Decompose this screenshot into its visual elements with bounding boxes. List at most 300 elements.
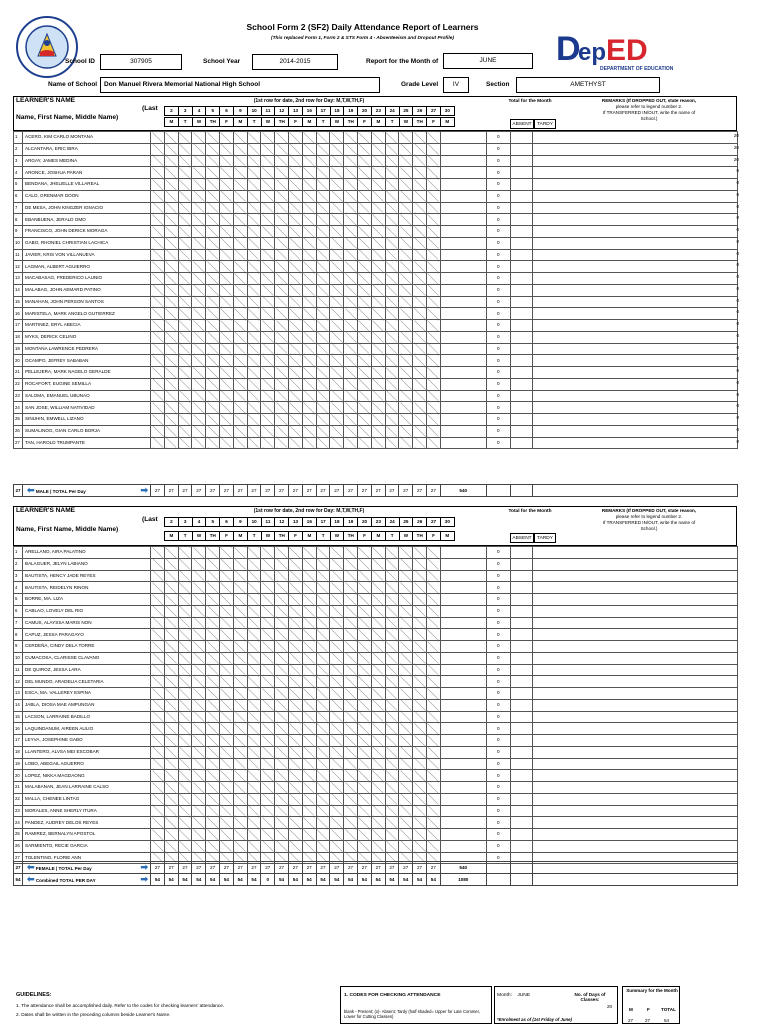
- attendance-cell[interactable]: [247, 782, 261, 794]
- attendance-cell[interactable]: [261, 190, 275, 202]
- attendance-cell[interactable]: [288, 617, 302, 629]
- attendance-cell[interactable]: [233, 320, 247, 332]
- attendance-cell[interactable]: [344, 402, 358, 414]
- attendance-cell[interactable]: [426, 273, 440, 285]
- attendance-cell[interactable]: [385, 746, 399, 758]
- attendance-cell[interactable]: [275, 308, 289, 320]
- attendance-cell[interactable]: [371, 261, 385, 273]
- attendance-cell[interactable]: [288, 782, 302, 794]
- attendance-cell[interactable]: [413, 735, 427, 747]
- attendance-cell[interactable]: [233, 273, 247, 285]
- attendance-cell[interactable]: [344, 284, 358, 296]
- attendance-cell[interactable]: [371, 829, 385, 841]
- attendance-cell[interactable]: [206, 308, 220, 320]
- attendance-cell[interactable]: [357, 132, 371, 144]
- attendance-cell[interactable]: [357, 617, 371, 629]
- attendance-cell[interactable]: [233, 296, 247, 308]
- remarks-cell[interactable]: [532, 167, 737, 179]
- attendance-cell[interactable]: [385, 390, 399, 402]
- attendance-cell[interactable]: [206, 547, 220, 559]
- attendance-cell[interactable]: [219, 570, 233, 582]
- attendance-cell[interactable]: [247, 425, 261, 437]
- attendance-cell[interactable]: [413, 770, 427, 782]
- remarks-cell[interactable]: [532, 343, 737, 355]
- attendance-cell[interactable]: [151, 343, 165, 355]
- attendance-cell[interactable]: [164, 629, 178, 641]
- attendance-cell[interactable]: [316, 437, 330, 449]
- attendance-cell[interactable]: [206, 343, 220, 355]
- attendance-cell[interactable]: [247, 367, 261, 379]
- attendance-cell[interactable]: [426, 237, 440, 249]
- attendance-cell[interactable]: [288, 320, 302, 332]
- attendance-cell[interactable]: [192, 155, 206, 167]
- attendance-cell[interactable]: [219, 425, 233, 437]
- attendance-cell[interactable]: [371, 331, 385, 343]
- attendance-cell[interactable]: [426, 320, 440, 332]
- attendance-cell[interactable]: [399, 308, 413, 320]
- attendance-cell[interactable]: [206, 167, 220, 179]
- attendance-cell[interactable]: [261, 331, 275, 343]
- attendance-cell[interactable]: [151, 226, 165, 238]
- attendance-cell[interactable]: [399, 378, 413, 390]
- attendance-cell[interactable]: [316, 817, 330, 829]
- attendance-cell[interactable]: [413, 284, 427, 296]
- attendance-cell[interactable]: [275, 402, 289, 414]
- attendance-cell[interactable]: [275, 226, 289, 238]
- attendance-cell[interactable]: [233, 723, 247, 735]
- remarks-cell[interactable]: [532, 688, 737, 700]
- attendance-cell[interactable]: [426, 296, 440, 308]
- attendance-cell[interactable]: [399, 676, 413, 688]
- attendance-cell[interactable]: [330, 594, 344, 606]
- attendance-cell[interactable]: [261, 711, 275, 723]
- attendance-cell[interactable]: [371, 629, 385, 641]
- attendance-cell[interactable]: [288, 226, 302, 238]
- attendance-cell[interactable]: [330, 226, 344, 238]
- attendance-cell[interactable]: [330, 770, 344, 782]
- attendance-cell[interactable]: [151, 414, 165, 426]
- attendance-cell[interactable]: [344, 414, 358, 426]
- attendance-cell[interactable]: [192, 652, 206, 664]
- attendance-cell[interactable]: [247, 758, 261, 770]
- attendance-cell[interactable]: [302, 425, 316, 437]
- attendance-cell[interactable]: [164, 284, 178, 296]
- attendance-cell[interactable]: [357, 261, 371, 273]
- attendance-cell[interactable]: [316, 320, 330, 332]
- attendance-cell[interactable]: [330, 547, 344, 559]
- attendance-cell[interactable]: [288, 652, 302, 664]
- attendance-cell[interactable]: [178, 355, 192, 367]
- remarks-cell[interactable]: [532, 390, 737, 402]
- attendance-cell[interactable]: [385, 735, 399, 747]
- attendance-cell[interactable]: [385, 805, 399, 817]
- attendance-cell[interactable]: [247, 308, 261, 320]
- attendance-cell[interactable]: [206, 390, 220, 402]
- attendance-cell[interactable]: [316, 829, 330, 841]
- attendance-cell[interactable]: [261, 355, 275, 367]
- attendance-cell[interactable]: [233, 202, 247, 214]
- attendance-cell[interactable]: [164, 817, 178, 829]
- remarks-cell[interactable]: [532, 641, 737, 653]
- attendance-cell[interactable]: [302, 594, 316, 606]
- attendance-cell[interactable]: [178, 425, 192, 437]
- attendance-cell[interactable]: [302, 793, 316, 805]
- attendance-cell[interactable]: [151, 723, 165, 735]
- attendance-cell[interactable]: [206, 284, 220, 296]
- attendance-cell[interactable]: [302, 805, 316, 817]
- attendance-cell[interactable]: [247, 547, 261, 559]
- attendance-cell[interactable]: [219, 261, 233, 273]
- attendance-cell[interactable]: [206, 770, 220, 782]
- attendance-cell[interactable]: [178, 167, 192, 179]
- attendance-cell[interactable]: [261, 143, 275, 155]
- attendance-cell[interactable]: [399, 594, 413, 606]
- attendance-cell[interactable]: [344, 676, 358, 688]
- attendance-cell[interactable]: [302, 547, 316, 559]
- attendance-cell[interactable]: [247, 629, 261, 641]
- attendance-cell[interactable]: [316, 629, 330, 641]
- attendance-cell[interactable]: [233, 331, 247, 343]
- attendance-cell[interactable]: [151, 782, 165, 794]
- attendance-cell[interactable]: [178, 746, 192, 758]
- attendance-cell[interactable]: [385, 617, 399, 629]
- attendance-cell[interactable]: [302, 284, 316, 296]
- attendance-cell[interactable]: [357, 829, 371, 841]
- attendance-cell[interactable]: [330, 343, 344, 355]
- attendance-cell[interactable]: [371, 758, 385, 770]
- attendance-cell[interactable]: [288, 582, 302, 594]
- attendance-cell[interactable]: [316, 202, 330, 214]
- attendance-cell[interactable]: [233, 805, 247, 817]
- attendance-cell[interactable]: [275, 367, 289, 379]
- attendance-cell[interactable]: [371, 190, 385, 202]
- attendance-cell[interactable]: [330, 817, 344, 829]
- attendance-cell[interactable]: [275, 414, 289, 426]
- attendance-cell[interactable]: [426, 414, 440, 426]
- attendance-cell[interactable]: [206, 758, 220, 770]
- attendance-cell[interactable]: [357, 190, 371, 202]
- attendance-cell[interactable]: [164, 746, 178, 758]
- attendance-cell[interactable]: [413, 746, 427, 758]
- attendance-cell[interactable]: [233, 390, 247, 402]
- attendance-cell[interactable]: [219, 378, 233, 390]
- attendance-cell[interactable]: [192, 782, 206, 794]
- attendance-cell[interactable]: [219, 746, 233, 758]
- attendance-cell[interactable]: [316, 699, 330, 711]
- attendance-cell[interactable]: [288, 805, 302, 817]
- attendance-cell[interactable]: [178, 676, 192, 688]
- attendance-cell[interactable]: [164, 735, 178, 747]
- attendance-cell[interactable]: [330, 676, 344, 688]
- attendance-cell[interactable]: [330, 652, 344, 664]
- attendance-cell[interactable]: [385, 570, 399, 582]
- attendance-cell[interactable]: [413, 237, 427, 249]
- attendance-cell[interactable]: [413, 296, 427, 308]
- attendance-cell[interactable]: [233, 793, 247, 805]
- attendance-cell[interactable]: [261, 582, 275, 594]
- attendance-cell[interactable]: [247, 237, 261, 249]
- attendance-cell[interactable]: [316, 343, 330, 355]
- attendance-cell[interactable]: [151, 770, 165, 782]
- attendance-cell[interactable]: [219, 641, 233, 653]
- remarks-cell[interactable]: [532, 570, 737, 582]
- attendance-cell[interactable]: [371, 782, 385, 794]
- attendance-cell[interactable]: [330, 711, 344, 723]
- attendance-cell[interactable]: [371, 414, 385, 426]
- attendance-cell[interactable]: [192, 840, 206, 852]
- attendance-cell[interactable]: [247, 132, 261, 144]
- attendance-cell[interactable]: [219, 594, 233, 606]
- attendance-cell[interactable]: [233, 143, 247, 155]
- attendance-cell[interactable]: [357, 273, 371, 285]
- attendance-cell[interactable]: [399, 355, 413, 367]
- remarks-cell[interactable]: [532, 284, 737, 296]
- attendance-cell[interactable]: [371, 320, 385, 332]
- attendance-cell[interactable]: [151, 699, 165, 711]
- remarks-cell[interactable]: [532, 273, 737, 285]
- attendance-cell[interactable]: [426, 547, 440, 559]
- attendance-cell[interactable]: [151, 629, 165, 641]
- attendance-cell[interactable]: [178, 390, 192, 402]
- attendance-cell[interactable]: [426, 402, 440, 414]
- attendance-cell[interactable]: [399, 582, 413, 594]
- attendance-cell[interactable]: [192, 570, 206, 582]
- attendance-cell[interactable]: [164, 402, 178, 414]
- attendance-cell[interactable]: [151, 355, 165, 367]
- attendance-cell[interactable]: [192, 367, 206, 379]
- attendance-cell[interactable]: [219, 331, 233, 343]
- attendance-cell[interactable]: [288, 249, 302, 261]
- attendance-cell[interactable]: [192, 711, 206, 723]
- attendance-cell[interactable]: [192, 331, 206, 343]
- attendance-cell[interactable]: [178, 782, 192, 794]
- attendance-cell[interactable]: [219, 688, 233, 700]
- attendance-cell[interactable]: [371, 355, 385, 367]
- attendance-cell[interactable]: [219, 273, 233, 285]
- attendance-cell[interactable]: [261, 367, 275, 379]
- attendance-cell[interactable]: [151, 273, 165, 285]
- attendance-cell[interactable]: [192, 296, 206, 308]
- attendance-cell[interactable]: [399, 214, 413, 226]
- attendance-cell[interactable]: [192, 558, 206, 570]
- attendance-cell[interactable]: [330, 414, 344, 426]
- attendance-cell[interactable]: [247, 711, 261, 723]
- attendance-cell[interactable]: [371, 296, 385, 308]
- attendance-cell[interactable]: [164, 594, 178, 606]
- remarks-cell[interactable]: [532, 699, 737, 711]
- attendance-cell[interactable]: [164, 296, 178, 308]
- attendance-cell[interactable]: [413, 605, 427, 617]
- attendance-cell[interactable]: [219, 617, 233, 629]
- attendance-cell[interactable]: [261, 629, 275, 641]
- attendance-cell[interactable]: [192, 179, 206, 191]
- attendance-cell[interactable]: [275, 558, 289, 570]
- attendance-cell[interactable]: [247, 273, 261, 285]
- attendance-cell[interactable]: [288, 688, 302, 700]
- attendance-cell[interactable]: [344, 132, 358, 144]
- attendance-cell[interactable]: [261, 237, 275, 249]
- attendance-cell[interactable]: [288, 132, 302, 144]
- attendance-cell[interactable]: [385, 179, 399, 191]
- attendance-cell[interactable]: [275, 723, 289, 735]
- attendance-cell[interactable]: [426, 582, 440, 594]
- attendance-cell[interactable]: [261, 284, 275, 296]
- attendance-cell[interactable]: [275, 143, 289, 155]
- attendance-cell[interactable]: [426, 132, 440, 144]
- attendance-cell[interactable]: [151, 758, 165, 770]
- attendance-cell[interactable]: [178, 664, 192, 676]
- attendance-cell[interactable]: [219, 629, 233, 641]
- attendance-cell[interactable]: [330, 402, 344, 414]
- attendance-cell[interactable]: [413, 699, 427, 711]
- attendance-cell[interactable]: [344, 746, 358, 758]
- attendance-cell[interactable]: [426, 594, 440, 606]
- attendance-cell[interactable]: [275, 570, 289, 582]
- attendance-cell[interactable]: [288, 793, 302, 805]
- attendance-cell[interactable]: [399, 249, 413, 261]
- attendance-cell[interactable]: [233, 676, 247, 688]
- attendance-cell[interactable]: [275, 817, 289, 829]
- remarks-cell[interactable]: [532, 367, 737, 379]
- attendance-cell[interactable]: [357, 699, 371, 711]
- attendance-cell[interactable]: [371, 817, 385, 829]
- attendance-cell[interactable]: [344, 226, 358, 238]
- attendance-cell[interactable]: [275, 355, 289, 367]
- attendance-cell[interactable]: [399, 226, 413, 238]
- attendance-cell[interactable]: [164, 582, 178, 594]
- attendance-cell[interactable]: [399, 746, 413, 758]
- attendance-cell[interactable]: [316, 840, 330, 852]
- attendance-cell[interactable]: [178, 437, 192, 449]
- attendance-cell[interactable]: [357, 202, 371, 214]
- attendance-cell[interactable]: [233, 414, 247, 426]
- attendance-cell[interactable]: [413, 390, 427, 402]
- attendance-cell[interactable]: [316, 688, 330, 700]
- attendance-cell[interactable]: [247, 605, 261, 617]
- attendance-cell[interactable]: [302, 664, 316, 676]
- attendance-cell[interactable]: [371, 237, 385, 249]
- attendance-cell[interactable]: [164, 570, 178, 582]
- attendance-cell[interactable]: [219, 805, 233, 817]
- attendance-cell[interactable]: [192, 202, 206, 214]
- attendance-cell[interactable]: [247, 190, 261, 202]
- attendance-cell[interactable]: [233, 179, 247, 191]
- attendance-cell[interactable]: [316, 296, 330, 308]
- attendance-cell[interactable]: [151, 308, 165, 320]
- attendance-cell[interactable]: [219, 711, 233, 723]
- attendance-cell[interactable]: [275, 711, 289, 723]
- remarks-cell[interactable]: [532, 237, 737, 249]
- attendance-cell[interactable]: [385, 770, 399, 782]
- attendance-cell[interactable]: [357, 558, 371, 570]
- attendance-cell[interactable]: [219, 437, 233, 449]
- remarks-cell[interactable]: [532, 402, 737, 414]
- attendance-cell[interactable]: [219, 676, 233, 688]
- attendance-cell[interactable]: [385, 793, 399, 805]
- attendance-cell[interactable]: [357, 331, 371, 343]
- remarks-cell[interactable]: [532, 582, 737, 594]
- attendance-cell[interactable]: [413, 226, 427, 238]
- attendance-cell[interactable]: [164, 179, 178, 191]
- attendance-cell[interactable]: [247, 746, 261, 758]
- attendance-cell[interactable]: [261, 605, 275, 617]
- attendance-cell[interactable]: [261, 805, 275, 817]
- attendance-cell[interactable]: [357, 688, 371, 700]
- attendance-cell[interactable]: [178, 770, 192, 782]
- attendance-cell[interactable]: [413, 179, 427, 191]
- attendance-cell[interactable]: [302, 390, 316, 402]
- attendance-cell[interactable]: [385, 261, 399, 273]
- attendance-cell[interactable]: [192, 308, 206, 320]
- attendance-cell[interactable]: [192, 629, 206, 641]
- attendance-cell[interactable]: [178, 378, 192, 390]
- attendance-cell[interactable]: [164, 688, 178, 700]
- attendance-cell[interactable]: [247, 402, 261, 414]
- attendance-cell[interactable]: [275, 132, 289, 144]
- attendance-cell[interactable]: [275, 155, 289, 167]
- attendance-cell[interactable]: [316, 425, 330, 437]
- attendance-cell[interactable]: [275, 641, 289, 653]
- attendance-cell[interactable]: [385, 817, 399, 829]
- attendance-cell[interactable]: [206, 829, 220, 841]
- attendance-cell[interactable]: [192, 273, 206, 285]
- attendance-cell[interactable]: [233, 558, 247, 570]
- attendance-cell[interactable]: [233, 711, 247, 723]
- attendance-cell[interactable]: [302, 735, 316, 747]
- attendance-cell[interactable]: [316, 190, 330, 202]
- attendance-cell[interactable]: [426, 641, 440, 653]
- attendance-cell[interactable]: [219, 167, 233, 179]
- remarks-cell[interactable]: [532, 617, 737, 629]
- attendance-cell[interactable]: [302, 782, 316, 794]
- attendance-cell[interactable]: [399, 558, 413, 570]
- attendance-cell[interactable]: [302, 711, 316, 723]
- attendance-cell[interactable]: [219, 237, 233, 249]
- attendance-cell[interactable]: [219, 367, 233, 379]
- attendance-cell[interactable]: [233, 437, 247, 449]
- attendance-cell[interactable]: [164, 390, 178, 402]
- attendance-cell[interactable]: [288, 676, 302, 688]
- attendance-cell[interactable]: [357, 629, 371, 641]
- attendance-cell[interactable]: [178, 605, 192, 617]
- attendance-cell[interactable]: [151, 829, 165, 841]
- remarks-cell[interactable]: [532, 676, 737, 688]
- attendance-cell[interactable]: [357, 664, 371, 676]
- attendance-cell[interactable]: [399, 723, 413, 735]
- attendance-cell[interactable]: [344, 202, 358, 214]
- attendance-cell[interactable]: [413, 782, 427, 794]
- attendance-cell[interactable]: [261, 817, 275, 829]
- attendance-cell[interactable]: [206, 320, 220, 332]
- attendance-cell[interactable]: [178, 594, 192, 606]
- attendance-cell[interactable]: [357, 437, 371, 449]
- attendance-cell[interactable]: [164, 214, 178, 226]
- attendance-cell[interactable]: [275, 770, 289, 782]
- attendance-cell[interactable]: [426, 558, 440, 570]
- attendance-cell[interactable]: [371, 143, 385, 155]
- attendance-cell[interactable]: [399, 402, 413, 414]
- attendance-cell[interactable]: [316, 641, 330, 653]
- attendance-cell[interactable]: [275, 190, 289, 202]
- attendance-cell[interactable]: [164, 770, 178, 782]
- attendance-cell[interactable]: [288, 355, 302, 367]
- attendance-cell[interactable]: [371, 605, 385, 617]
- attendance-cell[interactable]: [426, 817, 440, 829]
- attendance-cell[interactable]: [275, 425, 289, 437]
- attendance-cell[interactable]: [275, 829, 289, 841]
- section-field[interactable]: AMETHYST: [516, 77, 660, 93]
- attendance-cell[interactable]: [206, 179, 220, 191]
